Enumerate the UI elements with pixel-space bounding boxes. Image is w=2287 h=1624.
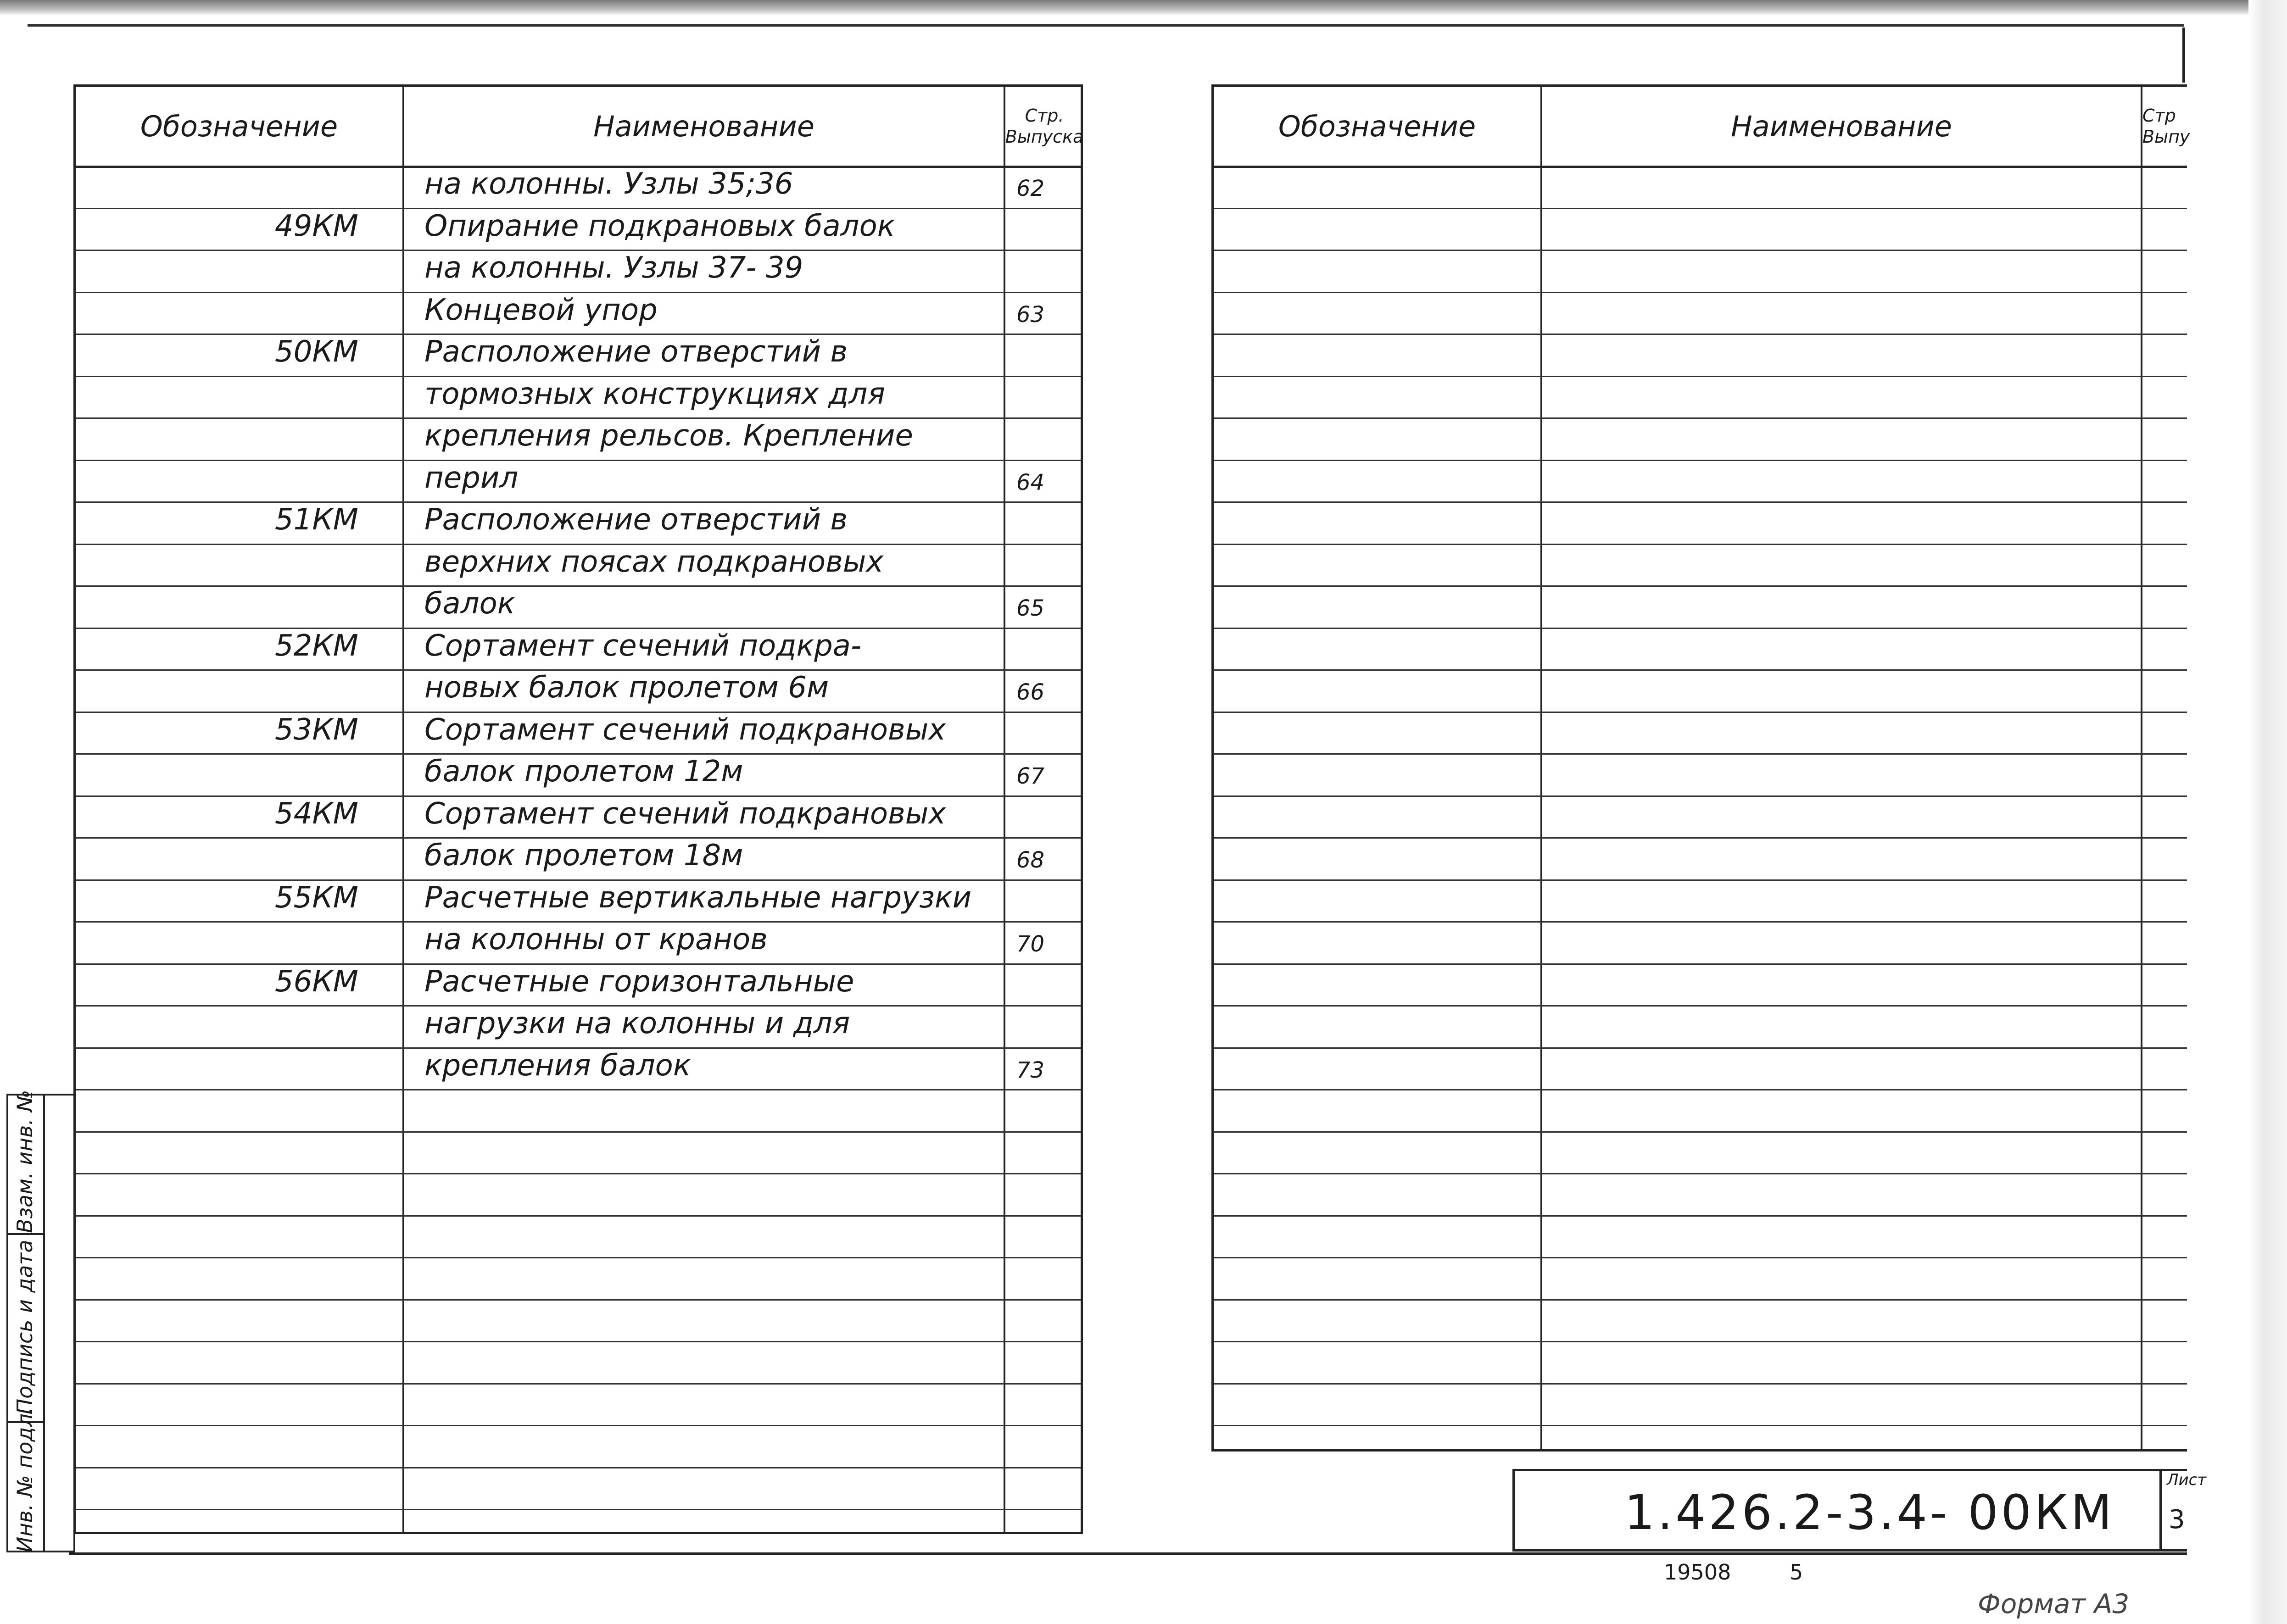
header-page-line1: Стр. xyxy=(1025,106,1064,126)
name-cell: балок xyxy=(424,587,515,621)
page-cell: 63 xyxy=(1016,301,1045,328)
document-number: 1.426.2-3.4- 00КМ xyxy=(1624,1485,2115,1541)
header-designation: Обозначение xyxy=(140,109,338,143)
row-rule xyxy=(76,1509,1081,1510)
page-cell: 65 xyxy=(1016,595,1045,621)
row-rule xyxy=(76,1425,1081,1426)
name-cell: Опирание подкрановых балок xyxy=(424,209,895,243)
column-divider xyxy=(1004,87,1005,1532)
name-cell: балок пролетом 18м xyxy=(424,839,743,873)
row-rule xyxy=(1214,1173,2187,1174)
page-cell: 73 xyxy=(1016,1057,1045,1083)
page-cell: 68 xyxy=(1016,847,1045,873)
designation-cell: 49КМ xyxy=(274,209,358,243)
row-rule xyxy=(1214,669,2187,671)
row-rule xyxy=(1214,753,2187,755)
row-rule xyxy=(1214,1047,2187,1049)
row-rule xyxy=(1214,1215,2187,1217)
page-cell: 67 xyxy=(1016,763,1045,789)
row-rule xyxy=(1214,334,2187,335)
contents-table-right xyxy=(1211,84,2190,1452)
row-rule xyxy=(1214,795,2187,797)
signature-date-label: Подпись и дата xyxy=(12,1240,37,1415)
column-divider xyxy=(1540,87,1542,1449)
row-rule xyxy=(1214,208,2187,209)
header-name: Наименование xyxy=(593,109,814,143)
designation-cell: 54КМ xyxy=(274,796,358,831)
row-rule xyxy=(76,1299,1081,1301)
row-rule xyxy=(1214,628,2187,629)
designation-cell: 52КМ xyxy=(274,628,358,663)
scan-right-edge xyxy=(2248,0,2287,1624)
sheet-number: 3 xyxy=(2169,1505,2185,1535)
page-cell: 70 xyxy=(1016,931,1045,957)
row-rule xyxy=(1214,712,2187,713)
name-cell: нагрузки на колонны и для xyxy=(424,1007,850,1040)
row-rule xyxy=(1214,963,2187,965)
row-rule xyxy=(1214,1299,2187,1301)
frame-bottom-line xyxy=(69,1552,2187,1555)
row-rule xyxy=(1214,585,2187,587)
name-cell: верхних поясах подкрановых xyxy=(424,545,884,579)
row-rule xyxy=(76,1089,1081,1090)
name-cell: на колонны от кранов xyxy=(424,923,768,957)
row-rule xyxy=(1214,460,2187,461)
row-rule xyxy=(76,1467,1081,1468)
row-rule xyxy=(1214,1425,2187,1426)
row-rule xyxy=(76,1215,1081,1217)
designation-cell: 51КМ xyxy=(274,503,358,537)
row-rule xyxy=(1214,292,2187,293)
row-rule xyxy=(76,1341,1081,1342)
page-cell: 64 xyxy=(1016,469,1045,495)
header-page-right-line1: Стр xyxy=(2142,106,2176,126)
name-cell: Расчетные вертикальные нагрузки xyxy=(424,880,972,915)
name-cell: Расположение отверстий в xyxy=(424,503,848,537)
name-cell: балок пролетом 12м xyxy=(424,755,743,789)
row-rule xyxy=(1214,921,2187,923)
designation-cell: 55КМ xyxy=(274,880,358,915)
designation-cell: 56КМ xyxy=(274,964,358,999)
name-cell: тормозных конструкциях для xyxy=(424,377,885,411)
row-rule xyxy=(1214,837,2187,839)
name-cell: крепления рельсов. Крепление xyxy=(424,419,913,453)
header-name-right: Наименование xyxy=(1731,109,1952,143)
page-cell: 66 xyxy=(1016,679,1045,705)
name-cell: крепления балок xyxy=(424,1048,691,1083)
header-page-right-line2: Выпу xyxy=(2142,127,2190,147)
name-cell: Расположение отверстий в xyxy=(424,335,848,369)
row-rule xyxy=(76,1173,1081,1174)
binding-strip-divider xyxy=(43,1094,45,1552)
row-rule xyxy=(1214,250,2187,251)
name-cell: Сортамент сечений подкра- xyxy=(424,628,862,663)
format-label: Формат А3 xyxy=(1978,1588,2130,1619)
replaces-inventory-label: Взам. инв. № xyxy=(12,1090,37,1233)
header-page xyxy=(1005,87,1083,166)
column-divider xyxy=(2141,87,2142,1449)
sheet-label: Лист xyxy=(2167,1471,2207,1489)
row-rule xyxy=(1214,879,2187,881)
row-rule xyxy=(1214,417,2187,419)
name-cell: Сортамент сечений подкрановых xyxy=(424,796,946,831)
column-divider xyxy=(402,87,404,1532)
name-cell: на колонны. Узлы 37- 39 xyxy=(424,251,803,285)
row-rule xyxy=(76,1131,1081,1133)
row-rule xyxy=(76,1383,1081,1385)
header-page-right xyxy=(2142,87,2188,166)
row-rule xyxy=(76,585,1081,587)
row-rule xyxy=(1214,1383,2187,1385)
row-rule xyxy=(1214,1257,2187,1258)
row-rule xyxy=(1214,1089,2187,1090)
name-cell: перил xyxy=(424,461,519,495)
name-cell: на колонны. Узлы 35;36 xyxy=(424,167,793,201)
row-rule xyxy=(1214,1341,2187,1342)
row-rule xyxy=(76,1257,1081,1258)
frame-corner-mark xyxy=(2182,28,2185,83)
row-rule xyxy=(1214,1005,2187,1007)
archive-sheet: 5 xyxy=(1790,1560,1803,1585)
name-cell: Расчетные горизонтальные xyxy=(424,964,854,999)
row-rule xyxy=(1214,544,2187,545)
page-cell: 62 xyxy=(1016,176,1045,201)
frame-top-line xyxy=(28,24,2184,27)
designation-cell: 50КМ xyxy=(274,335,358,369)
designation-cell: 53КМ xyxy=(274,712,358,747)
name-cell: новых балок пролетом 6м xyxy=(424,671,829,705)
header-page-line2: Выпуска xyxy=(1005,127,1084,147)
archive-code: 19508 xyxy=(1664,1560,1731,1585)
inventory-original-label: Инв. № подл. xyxy=(12,1407,37,1552)
name-cell: Сортамент сечений подкрановых xyxy=(424,712,946,747)
contents-table-left xyxy=(73,84,1083,1534)
row-rule xyxy=(1214,376,2187,377)
header-rule xyxy=(1214,166,2187,168)
name-cell: Концевой упор xyxy=(424,293,658,327)
row-rule xyxy=(1214,1131,2187,1133)
scan-top-edge xyxy=(0,0,2287,16)
row-rule xyxy=(76,460,1081,461)
header-designation-right: Обозначение xyxy=(1278,109,1476,143)
row-rule xyxy=(1214,501,2187,503)
